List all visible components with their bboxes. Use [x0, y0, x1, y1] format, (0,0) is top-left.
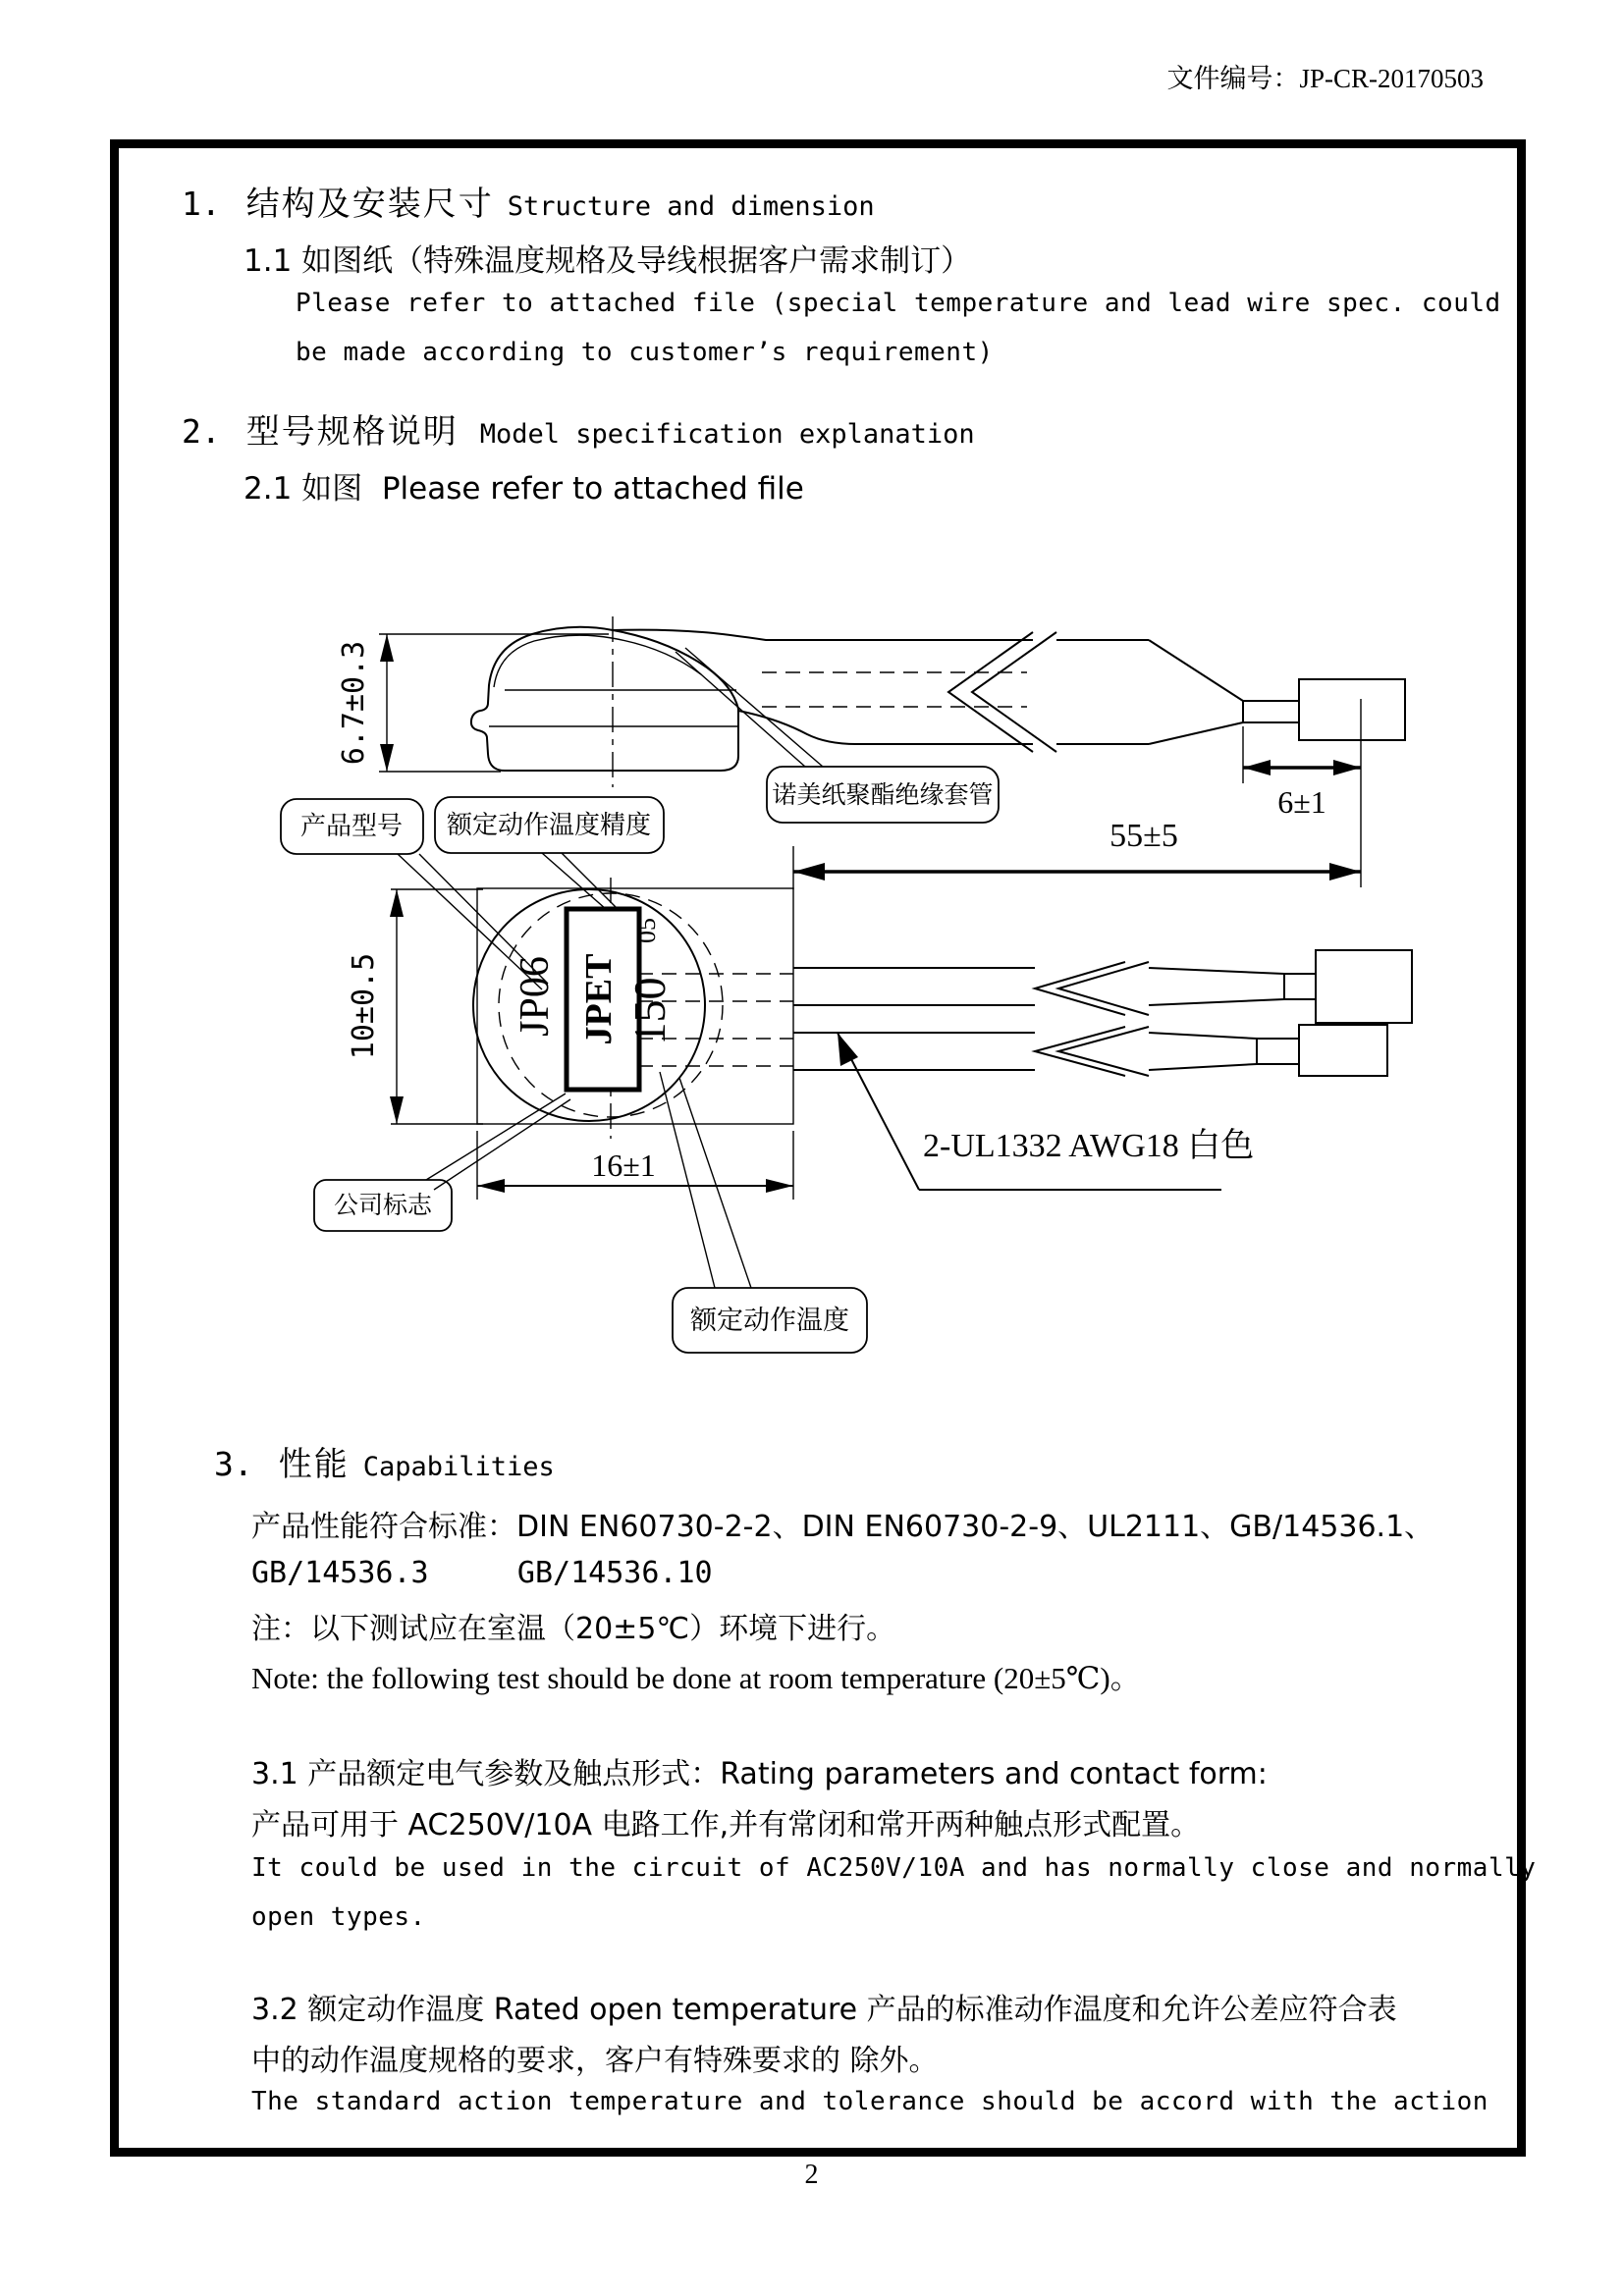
doc-number: 文件编号：JP-CR-20170503 [1166, 64, 1484, 93]
section3-heading [214, 1437, 555, 1485]
note-en: Note: the following test should be done at room temperature (20±5℃)。 [251, 1661, 1141, 1695]
note-cn: 注：以下测试应在室温（20±5℃）环境下进行。 [251, 1612, 896, 1646]
marking-brand: JPET [578, 953, 620, 1045]
section1-heading [182, 177, 875, 225]
callout-rated-temp: 额定动作温度 [690, 1306, 849, 1336]
callout-sleeve: 诺美纸聚酯绝缘套管 [772, 780, 994, 809]
callout-company-logo: 公司标志 [333, 1191, 433, 1219]
section3-1-en1: It could be used in the circuit of AC250V/10A and has normally close and normally [251, 1853, 1537, 1883]
section3-title-en: Capabilities [362, 1452, 555, 1482]
callout-temp-accuracy: 额定动作温度精度 [446, 811, 652, 840]
dim-side-height: 6.7±0.3 [337, 640, 371, 766]
standards-line2: GB/14536.3 GB/14536.10 [251, 1556, 713, 1590]
section3-number: 3. [214, 1445, 253, 1483]
section2-number: 2. [182, 412, 221, 451]
section2-title-en: Model specification explanation [479, 419, 975, 450]
section1-number: 1. [182, 185, 221, 223]
dim-front-height: 10±0.5 [347, 952, 381, 1060]
section2-heading [182, 404, 975, 453]
callout-product-model: 产品型号 [299, 812, 404, 841]
wire-spec-label: 2-UL1332 AWG18 白色 [923, 1128, 1255, 1164]
section1-body-line2: be made according to customer’s requirement) [296, 338, 994, 367]
section2-item: 2.1 如图 Please refer to attached file [243, 471, 804, 507]
section3-1-en2: open types. [251, 1902, 426, 1932]
dim-front-width: 16±1 [591, 1148, 656, 1183]
section1-title-en: Structure and dimension [507, 191, 875, 222]
section3-1-heading: 3.1 产品额定电气参数及触点形式：Rating parameters and contact form: [251, 1757, 1268, 1791]
section3-2-heading: 3.2 额定动作温度 Rated open temperature 产品的标准动作温度和允许公差应符合表 [251, 1993, 1397, 2027]
section3-title-cn: 性能 [278, 1445, 350, 1484]
section3-2-en: The standard action temperature and tolerance should be accord with the action [251, 2087, 1488, 2116]
dim-sleeve-length: 55±5 [1109, 818, 1178, 854]
marking-tolerance: 05 [632, 918, 661, 943]
section3-2-cn: 中的动作温度规格的要求，客户有特殊要求的 除外。 [251, 2044, 939, 2078]
marking-temp: 150 [624, 977, 675, 1045]
page-number: 2 [804, 2160, 819, 2190]
section1-title-cn: 结构及安装尺寸 [245, 185, 494, 224]
marking-series: JP06 [513, 956, 558, 1037]
section1-body-line1: Please refer to attached file (special temperature and lead wire spec. could [296, 289, 1501, 318]
section3-1-cn: 产品可用于 AC250V/10A 电路工作,并有常闭和常开两种触点形式配置。 [251, 1808, 1201, 1842]
standards-line1: 产品性能符合标准：DIN EN60730-2-2、DIN EN60730-2-9、UL2111、GB/14536.1、 [251, 1510, 1434, 1544]
technical-drawing [177, 589, 1424, 1394]
dim-terminal: 6±1 [1277, 784, 1326, 820]
section2-title-cn: 型号规格说明 [245, 412, 459, 452]
section1-item: 1.1 如图纸（特殊温度规格及导线根据客户需求制订） [243, 243, 972, 279]
